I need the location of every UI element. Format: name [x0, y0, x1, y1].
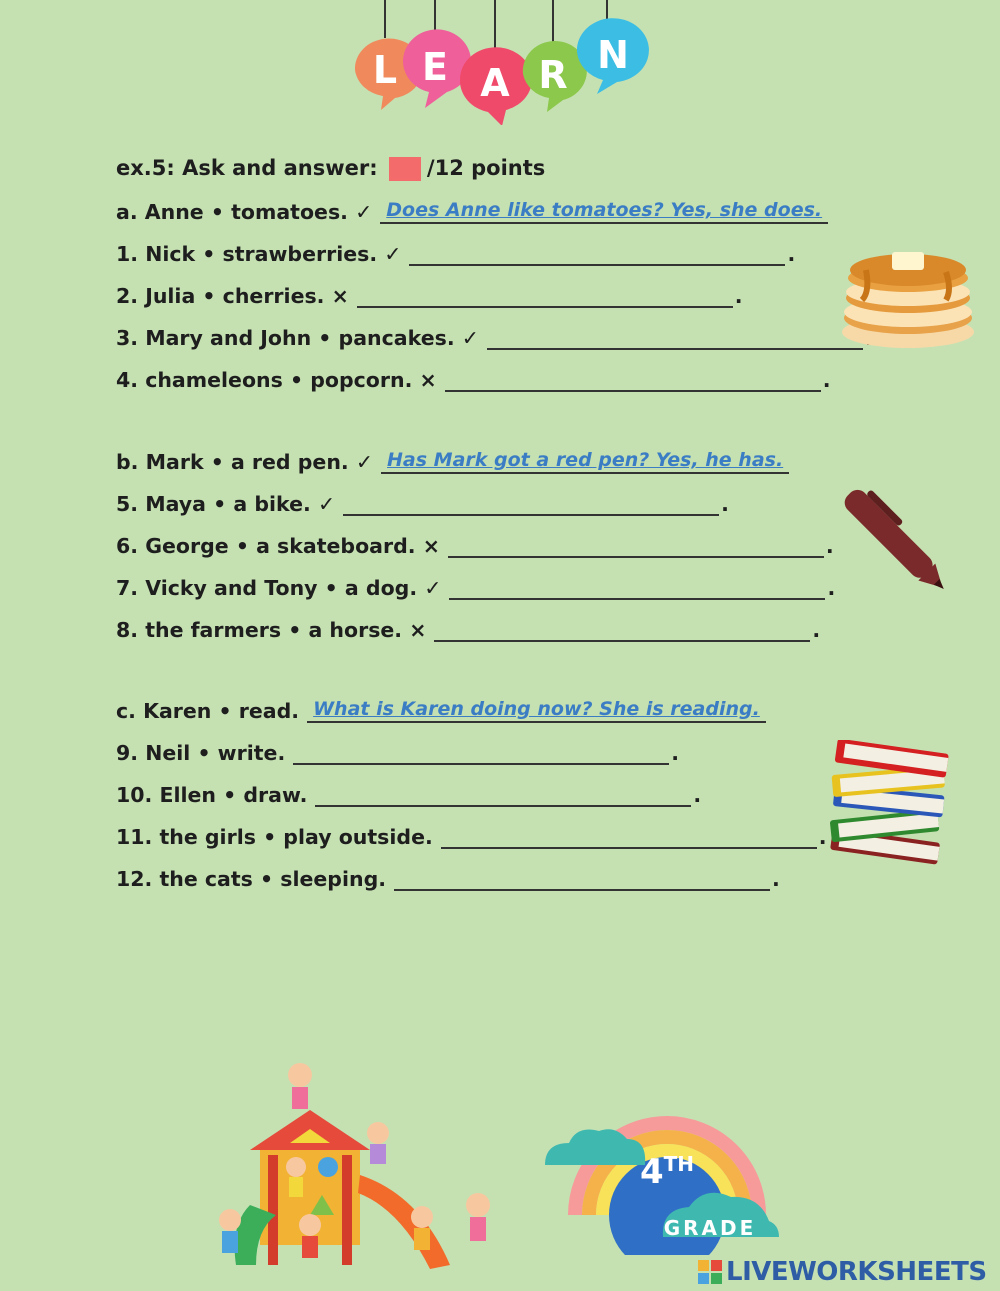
exercise-title: ex.5: Ask and answer:: [116, 156, 378, 180]
answer-field[interactable]: [293, 741, 669, 765]
grade-label: GRADE: [663, 1216, 757, 1240]
score-input[interactable]: [389, 157, 421, 181]
question-prompt: 12. the cats • sleeping.: [116, 867, 387, 891]
liveworksheets-icon: [698, 1260, 722, 1284]
question-prompt: 5. Maya • a bike. ✓: [116, 492, 336, 516]
example-answer: Has Mark got a red pen? Yes, he has.: [381, 449, 789, 474]
question-row: 6. George • a skateboard. × .: [116, 534, 834, 558]
playground-image: [210, 1055, 510, 1275]
question-prompt: 3. Mary and John • pancakes. ✓: [116, 326, 479, 350]
grade-suffix: TH: [663, 1152, 695, 1176]
answer-field[interactable]: [434, 618, 810, 642]
example-answer: Does Anne like tomatoes? Yes, she does.: [380, 199, 828, 224]
letter-r: R: [538, 53, 568, 97]
grade-badge: [545, 1065, 785, 1255]
answer-field[interactable]: [343, 492, 719, 516]
example-answer: What is Karen doing now? She is reading.: [307, 698, 766, 723]
question-row: 4. chameleons • popcorn. × .: [116, 368, 831, 392]
question-row: 8. the farmers • a horse. × .: [116, 618, 821, 642]
question-prompt: 7. Vicky and Tony • a dog. ✓: [116, 576, 442, 600]
example-prompt: c. Karen • read.: [116, 699, 300, 723]
answer-field[interactable]: [441, 825, 817, 849]
pen-image: [830, 478, 960, 608]
example-row-c: [116, 693, 766, 723]
question-prompt: 1. Nick • strawberries. ✓: [116, 242, 402, 266]
liveworksheets-logo[interactable]: [698, 1258, 987, 1286]
pancakes-image: [836, 240, 980, 352]
question-prompt: 6. George • a skateboard. ×: [116, 534, 440, 558]
answer-field[interactable]: [448, 534, 824, 558]
answer-field[interactable]: [445, 368, 821, 392]
question-row: 5. Maya • a bike. ✓ .: [116, 492, 729, 516]
question-row: 7. Vicky and Tony • a dog. ✓ .: [116, 576, 836, 600]
question-prompt: 8. the farmers • a horse. ×: [116, 618, 427, 642]
question-row: 2. Julia • cherries. × .: [116, 284, 743, 308]
question-prompt: 9. Neil • write.: [116, 741, 286, 765]
letter-a: A: [480, 61, 510, 105]
question-prompt: 11. the girls • play outside.: [116, 825, 433, 849]
question-row: 10. Ellen • draw. .: [116, 783, 702, 807]
exercise-heading: [116, 156, 545, 181]
example-row-b: [116, 444, 789, 474]
question-prompt: 4. chameleons • popcorn. ×: [116, 368, 437, 392]
letter-n: N: [597, 33, 629, 77]
learn-banner: [345, 0, 655, 125]
answer-field[interactable]: [449, 576, 825, 600]
letter-e: E: [422, 45, 448, 89]
question-row: 9. Neil • write. .: [116, 741, 680, 765]
example-row-a: [116, 194, 828, 224]
example-prompt: a. Anne • tomatoes. ✓: [116, 200, 373, 224]
question-prompt: 10. Ellen • draw.: [116, 783, 308, 807]
question-row: 1. Nick • strawberries. ✓ .: [116, 242, 796, 266]
question-row: 12. the cats • sleeping. .: [116, 867, 780, 891]
letter-l: L: [372, 48, 398, 92]
points-label: /12 points: [426, 156, 546, 180]
answer-field[interactable]: [315, 783, 691, 807]
grade-number: 4: [639, 1152, 664, 1192]
answer-field[interactable]: [409, 242, 785, 266]
question-prompt: 2. Julia • cherries. ×: [116, 284, 349, 308]
question-row: [116, 320, 873, 350]
answer-field[interactable]: [487, 326, 863, 350]
example-prompt: b. Mark • a red pen. ✓: [116, 450, 374, 474]
question-row: 11. the girls • play outside. .: [116, 825, 827, 849]
liveworksheets-brand: LIVEWORKSHEETS: [726, 1257, 987, 1287]
answer-field[interactable]: [357, 284, 733, 308]
books-image: [826, 740, 956, 866]
answer-field[interactable]: [394, 867, 770, 891]
